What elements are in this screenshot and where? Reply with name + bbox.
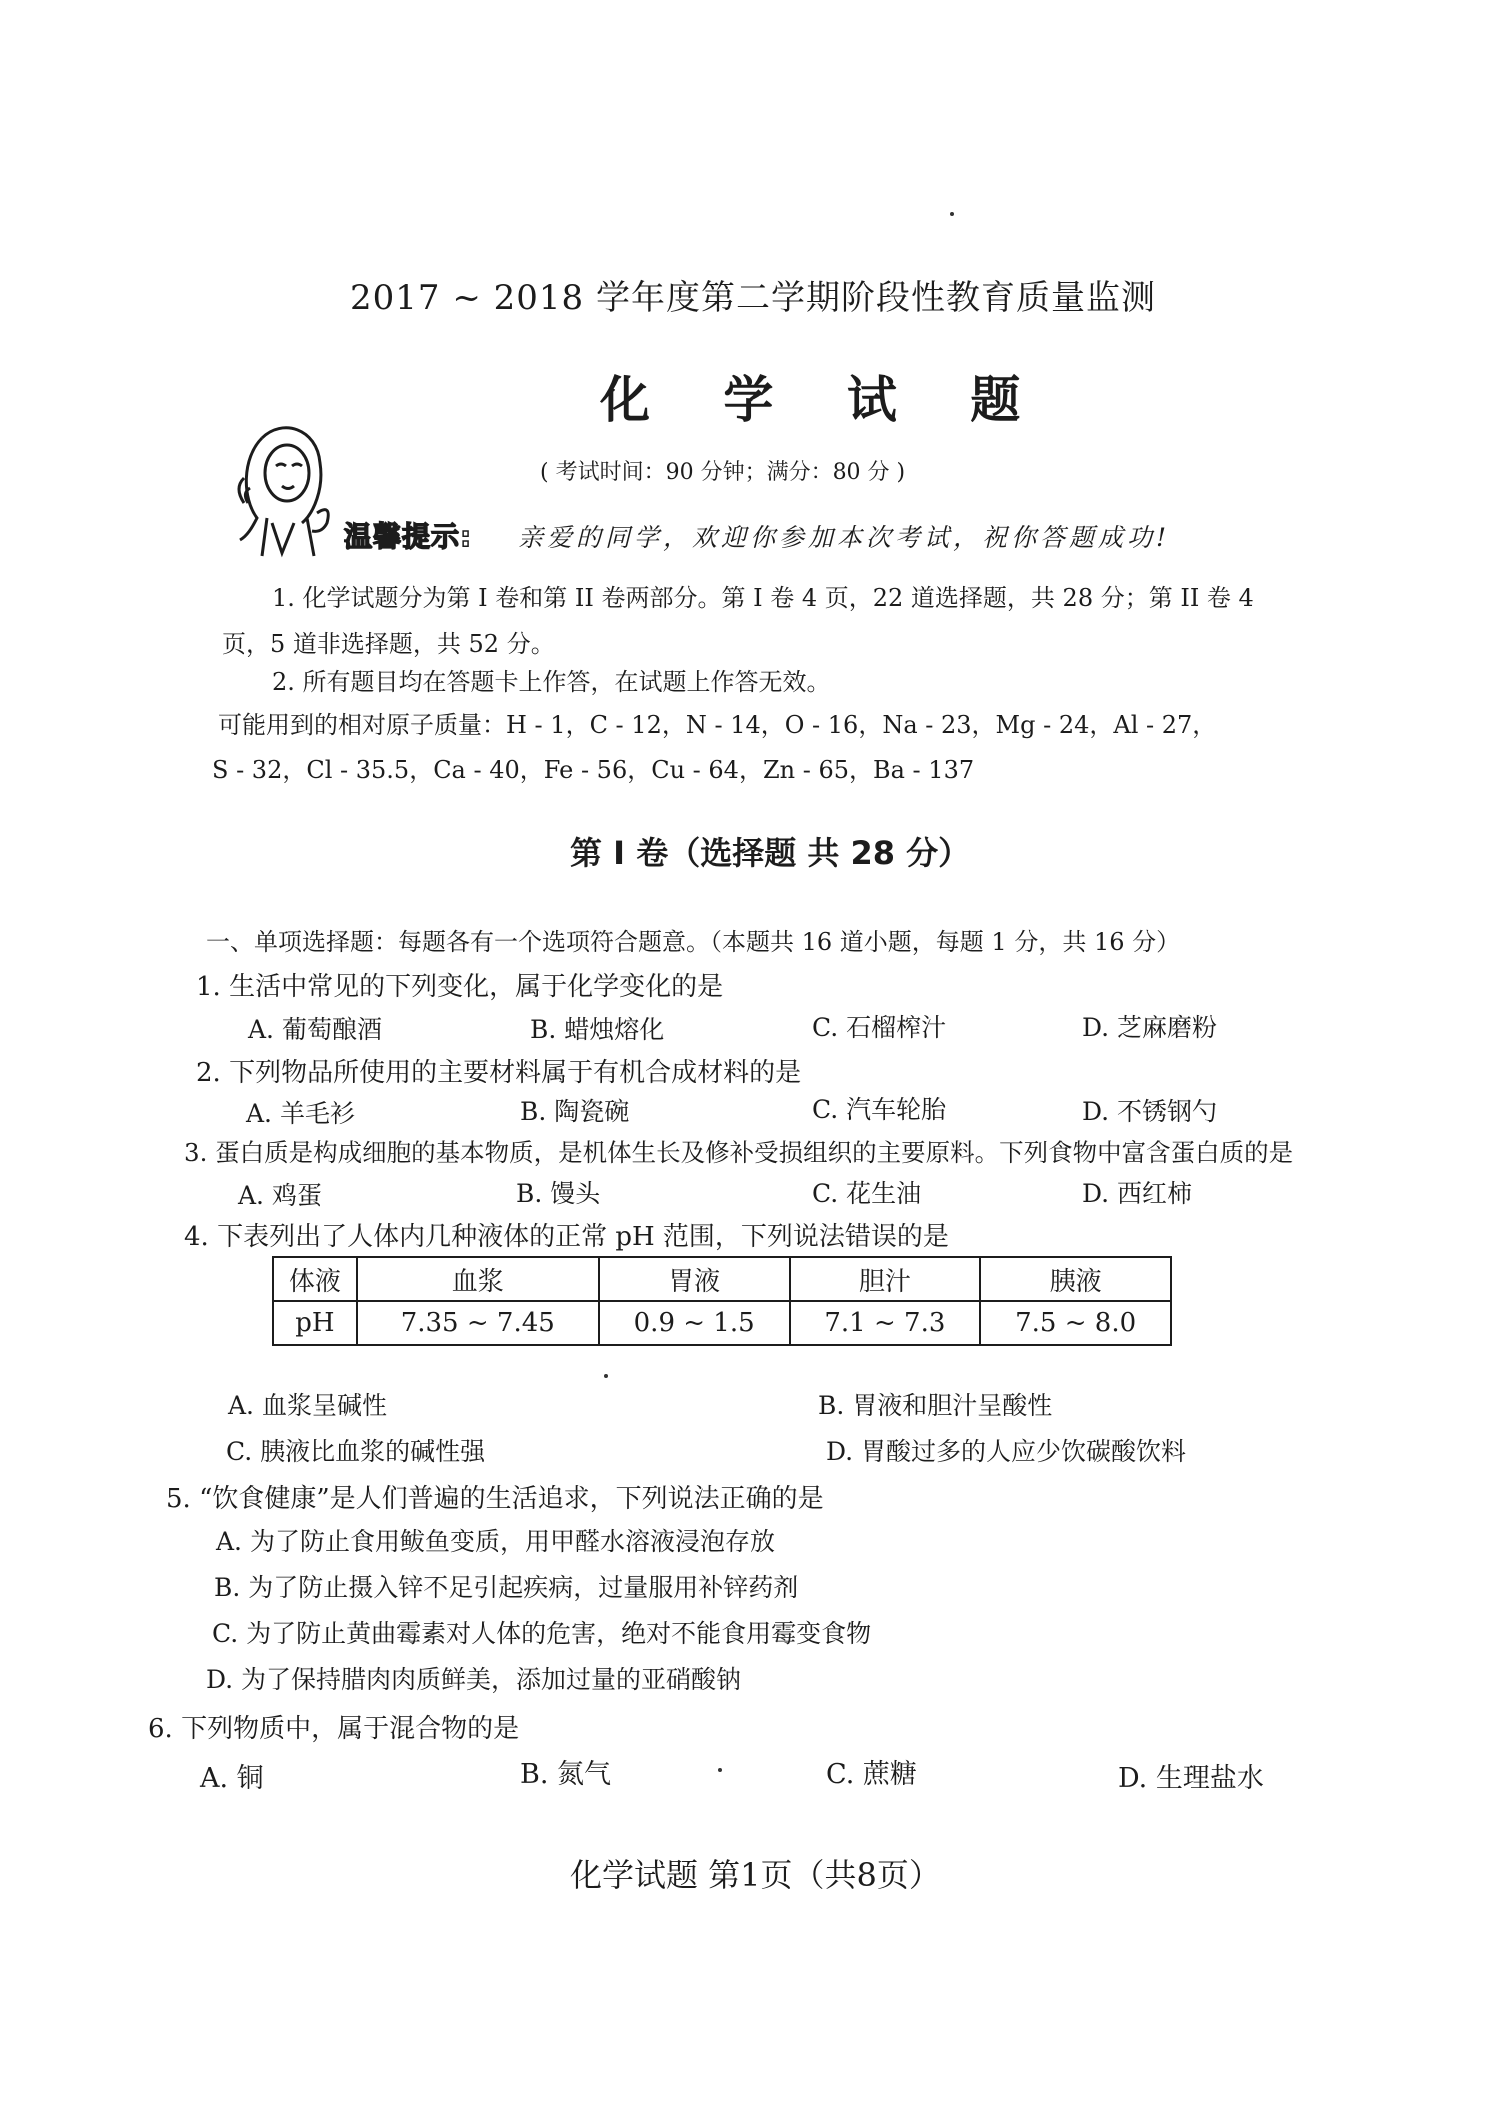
- table-row: [273, 1257, 1171, 1301]
- exam-info: ( 考试时间：90 分钟；满分：80 分 ): [540, 460, 906, 485]
- ph-table: [272, 1256, 1172, 1346]
- option: C. 蔗糖: [826, 1759, 917, 1790]
- atomic-masses: 可能用到的相对原子质量：H - 1，C - 12，N - 14，O - 16，Na - 23，Mg - 24，Al - 27，: [218, 711, 1217, 739]
- option: B. 陶瓷碗: [520, 1097, 630, 1126]
- table-cell: 0.9 ~ 1.5: [599, 1301, 790, 1345]
- speck: [950, 212, 954, 216]
- question-stem: 3. 蛋白质是构成细胞的基本物质，是机体生长及修补受损组织的主要原料。下列食物中富含蛋白质的是: [184, 1138, 1294, 1167]
- part-title: 一、单项选择题：每题各有一个选项符合题意。（本题共 16 道小题，每题 1 分，共 16 分）: [206, 928, 1181, 956]
- speck: [604, 1374, 608, 1378]
- table-header-cell: 胃液: [599, 1257, 790, 1301]
- exam-header-title: 2017 ~ 2018 学年度第二学期阶段性教育质量监测: [350, 278, 1156, 318]
- page-footer: 化学试题 第1页（共8页）: [570, 1856, 941, 1894]
- tip-text: 亲爱的同学，欢迎你参加本次考试，祝你答题成功!: [518, 523, 1171, 552]
- question-stem: 6. 下列物质中，属于混合物的是: [148, 1714, 520, 1744]
- option: A. 为了防止食用鲅鱼变质，用甲醛水溶液浸泡存放: [216, 1527, 775, 1556]
- option: C. 胰液比血浆的碱性强: [226, 1437, 486, 1466]
- question-stem: 1. 生活中常见的下列变化，属于化学变化的是: [196, 972, 724, 1002]
- option: B. 为了防止摄入锌不足引起疾病，过量服用补锌药剂: [214, 1573, 799, 1602]
- table-cell: 7.5 ~ 8.0: [980, 1301, 1171, 1345]
- option: C. 为了防止黄曲霉素对人体的危害，绝对不能食用霉变食物: [212, 1619, 872, 1648]
- subject-title: 化 学 试 题: [600, 371, 1049, 429]
- section-title: 第 I 卷（选择题 共 28 分）: [570, 834, 971, 872]
- option: D. 西红柿: [1082, 1179, 1193, 1208]
- option: C. 花生油: [812, 1179, 922, 1208]
- tip-label: 温馨提示:: [344, 520, 473, 553]
- table-header-cell: 胆汁: [790, 1257, 981, 1301]
- question-stem: 4. 下表列出了人体内几种液体的正常 pH 范围，下列说法错误的是: [184, 1222, 949, 1252]
- girl-mascot-icon: [232, 418, 342, 558]
- instruction-1-cont: 页，5 道非选择题，共 52 分。: [222, 630, 555, 658]
- option: A. 血浆呈碱性: [228, 1391, 387, 1420]
- option: B. 馒头: [516, 1179, 601, 1208]
- question-stem: 5. “饮食健康”是人们普遍的生活追求，下列说法正确的是: [166, 1484, 824, 1514]
- option: D. 芝麻磨粉: [1082, 1013, 1218, 1042]
- option: D. 为了保持腊肉肉质鲜美，添加过量的亚硝酸钠: [206, 1665, 742, 1694]
- option: D. 不锈钢勺: [1082, 1097, 1218, 1126]
- instruction-2: 2. 所有题目均在答题卡上作答，在试题上作答无效。: [272, 668, 831, 696]
- option: B. 胃液和胆汁呈酸性: [818, 1391, 1053, 1420]
- option: A. 铜: [200, 1763, 264, 1794]
- table-cell: 7.35 ~ 7.45: [357, 1301, 599, 1345]
- table-header-cell: 胰液: [980, 1257, 1171, 1301]
- table-cell: 7.1 ~ 7.3: [790, 1301, 981, 1345]
- speck: [718, 1768, 722, 1772]
- option: B. 氮气: [520, 1759, 612, 1790]
- option: C. 石榴榨汁: [812, 1013, 947, 1042]
- option: B. 蜡烛熔化: [530, 1015, 665, 1044]
- option: A. 鸡蛋: [238, 1181, 322, 1210]
- question-stem: 2. 下列物品所使用的主要材料属于有机合成材料的是: [196, 1058, 802, 1088]
- option: A. 葡萄酿酒: [248, 1015, 382, 1044]
- atomic-masses-cont: S - 32，Cl - 35.5，Ca - 40，Fe - 56，Cu - 64，Zn - 65，Ba - 137: [212, 756, 975, 784]
- option: C. 汽车轮胎: [812, 1095, 947, 1124]
- option: A. 羊毛衫: [246, 1099, 355, 1128]
- table-header-cell: 体液: [273, 1257, 357, 1301]
- table-cell: pH: [273, 1301, 357, 1345]
- table-header-cell: 血浆: [357, 1257, 599, 1301]
- option: D. 生理盐水: [1118, 1763, 1264, 1794]
- table-row: [273, 1301, 1171, 1345]
- option: D. 胃酸过多的人应少饮碳酸饮料: [826, 1437, 1187, 1466]
- instruction-1: 1. 化学试题分为第 I 卷和第 II 卷两部分。第 I 卷 4 页，22 道选择题，共 28 分；第 II 卷 4: [272, 584, 1254, 612]
